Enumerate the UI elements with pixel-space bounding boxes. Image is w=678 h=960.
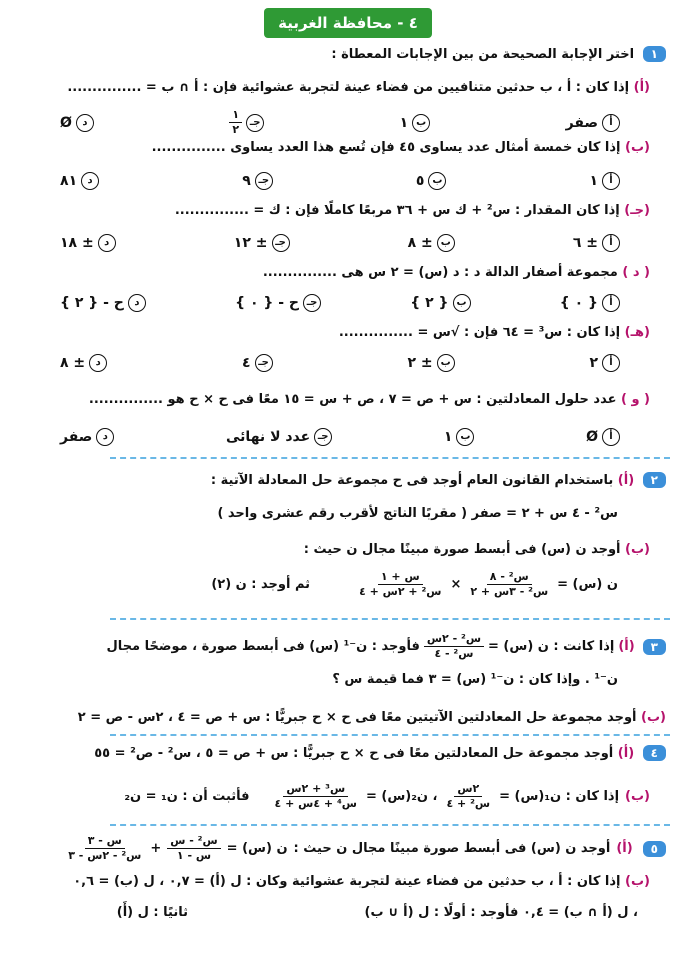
fraction-denominator: س² - ٤ <box>434 647 474 660</box>
q4a-text: أوجد مجموعة حل المعادلتين معًا فى ح × ح جبريًّا : س + ص = ٥ ، س² - ص² = ٥٥ <box>94 746 614 761</box>
q2b-fraction-1 <box>467 570 551 599</box>
q1e-option-d[interactable] <box>60 354 107 372</box>
option-letter: أ <box>602 294 620 312</box>
q4a-stem <box>94 745 666 761</box>
q4b-text3: فأثبت أن : ن₁ = ن₂ <box>124 789 250 804</box>
q1c-option-b[interactable] <box>408 234 455 252</box>
q1a-stem <box>67 80 650 95</box>
q4a-label: (أ) <box>617 746 635 761</box>
q1f-option-c[interactable] <box>226 428 332 446</box>
q4b-label: (ب) <box>625 789 650 804</box>
q1e-stem <box>339 325 650 340</box>
option-letter: د <box>96 428 114 446</box>
q1d-stem <box>263 265 650 280</box>
q2b-expression <box>211 570 618 599</box>
q1b-option-b[interactable] <box>416 172 447 190</box>
q1b-option-c[interactable] <box>242 172 273 190</box>
fraction-denominator: س⁴ + ٤س + ٤ <box>274 797 357 810</box>
q1f-label: ( و ) <box>620 392 650 407</box>
option-text: ٤ <box>242 355 251 371</box>
q1b-text: إذا كان خمسة أمثال عدد يساوى ٤٥ فإن تُسع هذا العدد يساوى ............... <box>151 140 621 155</box>
q1-heading <box>331 46 666 62</box>
q1b-label: (ب) <box>625 140 650 155</box>
q1d-option-b[interactable] <box>410 294 470 312</box>
q2a-label: (أ) <box>617 473 635 488</box>
q3a-text3: ن⁻¹ . وإذا كان : ن⁻¹ (س) = ٣ فما قيمة س ؟ <box>332 672 618 687</box>
q3a-fraction <box>424 632 484 661</box>
q1f-text: عدد حلول المعادلتين : س + ص = ٧ ، ص + س = ١٥ معًا فى ح × ح هو ............... <box>88 392 617 407</box>
q1b-option-d[interactable] <box>60 172 99 190</box>
q3a-text1: إذا كانت : ن (س) = <box>488 639 615 654</box>
option-fraction <box>229 108 242 137</box>
q1a-text: إذا كان : أ ، ب حدثين متنافيين من فضاء عينة لتجربة عشوائية فإن : أ ∩ ب = ............... <box>67 80 630 95</box>
fraction-denominator: س² - ٢س - ٣ <box>68 849 142 862</box>
option-text: ± ٢ <box>407 355 433 371</box>
q5a-fraction-2 <box>65 834 144 863</box>
q1d-option-c[interactable] <box>235 294 321 312</box>
q5b-text2: ، ل (أ ∩ ب) = ٠,٤ فأوجد : أولًا : ل (أ ∪ ب) <box>364 905 638 920</box>
section-divider <box>110 457 670 459</box>
section-divider <box>110 618 670 620</box>
q3a-stem <box>107 632 666 661</box>
option-text: ٢ <box>589 355 598 371</box>
option-text: ١ <box>443 429 453 445</box>
option-letter: د <box>98 234 116 252</box>
q1a-option-a[interactable] <box>566 108 620 137</box>
fraction-numerator: س² - س <box>167 834 220 849</box>
option-letter: ب <box>453 294 471 312</box>
q2a-equation: س² - ٤ س + ٢ = صفر ( مقربًا الناتج لأقرب رقم عشرى واحد ) <box>217 506 618 521</box>
section-divider <box>110 824 670 826</box>
plus-sign: + <box>150 841 162 856</box>
option-letter: جـ <box>246 114 264 132</box>
q1-title: اختر الإجابة الصحيحة من بين الإجابات المعطاة : <box>331 47 635 62</box>
option-text: عدد لا نهائى <box>226 429 311 445</box>
q2b-label: (ب) <box>625 542 650 557</box>
q1c-option-d[interactable] <box>60 234 116 252</box>
q1d-option-d[interactable] <box>60 294 146 312</box>
q1e-options <box>60 354 620 372</box>
q3a-label: (أ) <box>618 639 635 654</box>
option-letter: جـ <box>255 354 273 372</box>
option-text: ± ١٨ <box>60 235 94 251</box>
q1c-stem <box>175 203 650 218</box>
option-letter: ب <box>437 234 455 252</box>
q4b-text2: ، ن₂(س) = <box>365 789 438 804</box>
q1-badge: ١ <box>643 46 666 62</box>
q5a-label: (أ) <box>616 841 633 856</box>
option-letter: أ <box>602 172 620 190</box>
option-letter: جـ <box>314 428 332 446</box>
q1b-option-a[interactable] <box>589 172 620 190</box>
fraction-denominator: س² + ٢س + ٤ <box>359 585 442 598</box>
option-text: صفر <box>60 429 93 445</box>
option-letter: أ <box>602 114 620 132</box>
option-text: ١ <box>589 173 598 189</box>
option-text: Ø <box>586 429 598 445</box>
q3a-text2: فأوجد : ن⁻¹ (س) فى أبسط صورة ، موضحًا مجال <box>106 639 420 654</box>
option-text: ح - { ٠ } <box>235 295 300 311</box>
q1f-option-a[interactable] <box>586 428 620 446</box>
option-text: صفر <box>565 114 598 131</box>
q2b-stem <box>304 542 650 557</box>
q2a-text: باستخدام القانون العام أوجد فى ح مجموعة حل المعادلة الآتية : <box>210 473 614 488</box>
option-letter: د <box>89 354 107 372</box>
option-letter: د <box>128 294 146 312</box>
q1f-options <box>60 428 620 446</box>
q4-badge: ٤ <box>643 745 666 761</box>
q5b-text1: إذا كان : أ ، ب حدثين من فضاء عينة لتجربة عشوائية وكان : ل (أ) = ٠,٧ ، ل (ب) = ٠,٦ <box>73 874 621 889</box>
q4b-fraction-2 <box>272 782 360 811</box>
option-letter: ب <box>412 114 430 132</box>
option-letter: جـ <box>303 294 321 312</box>
q1c-options <box>60 234 620 252</box>
q1f-stem <box>89 392 650 407</box>
option-text: ١ <box>399 114 409 131</box>
q1d-option-a[interactable] <box>560 294 620 312</box>
option-letter: أ <box>602 234 620 252</box>
q2-badge: ٢ <box>643 472 666 488</box>
q5a-text: أوجد ن (س) فى أبسط صورة مبينًا مجال ن حيث : <box>293 841 611 856</box>
option-letter: د <box>76 114 94 132</box>
q1e-option-b[interactable] <box>407 354 454 372</box>
q1d-options <box>60 294 620 312</box>
q1c-option-c[interactable] <box>234 234 290 252</box>
q1a-label: (أ) <box>633 80 650 95</box>
q5a-lhs: ن (س) = <box>226 841 288 856</box>
option-letter: أ <box>602 428 620 446</box>
option-letter: ب <box>428 172 446 190</box>
option-text: ٨١ <box>60 173 78 189</box>
q1e-option-a[interactable] <box>589 354 620 372</box>
option-text: ٥ <box>415 173 425 189</box>
q3b-text: أوجد مجموعة حل المعادلتين الآتيتين معًا فى ح × ح جبريًّا : س + ص = ٤ ، ٢س - ص = ٢ <box>77 710 637 725</box>
q1e-text: إذا كان : س³ = ٦٤ فإن : √س = ............... <box>338 325 621 340</box>
option-text: ± ١٢ <box>233 235 268 251</box>
option-letter: ب <box>437 354 455 372</box>
q1b-stem <box>152 140 650 155</box>
q1d-label: ( د ) <box>622 265 650 280</box>
fraction-denominator: ٢ <box>232 123 240 136</box>
option-text: ± ٨ <box>407 235 433 251</box>
option-text: { ٢ } <box>410 295 449 311</box>
q1c-text: إذا كان المقدار : س² + ك س + ٣٦ مربعًا كاملًا فإن : ك = ............... <box>174 203 620 218</box>
q1e-option-c[interactable] <box>242 354 273 372</box>
fraction-denominator: س² - ٣س + ٢ <box>470 585 549 598</box>
q5b-text3: ثانيًا : ل (أَ) <box>116 905 188 920</box>
q1a-options <box>60 108 620 137</box>
option-letter: أ <box>602 354 620 372</box>
q5b-label: (ب) <box>625 874 650 889</box>
q1a-option-c[interactable] <box>229 108 264 137</box>
q2b-lhs: ن (س) = <box>557 577 618 592</box>
times-sign: × <box>450 577 462 592</box>
q1a-option-b[interactable] <box>400 108 431 137</box>
option-text: ٩ <box>242 173 251 189</box>
q2a-stem <box>211 472 666 488</box>
option-letter: ب <box>456 428 474 446</box>
section-divider <box>110 734 670 736</box>
q2b-text: أوجد ن (س) فى أبسط صورة مبينًا مجال ن حيث : <box>303 542 621 557</box>
q1f-option-b[interactable] <box>444 428 475 446</box>
q1a-option-d[interactable] <box>60 108 94 137</box>
fraction-denominator: س² + ٤ <box>446 797 491 810</box>
q1c-option-a[interactable] <box>573 234 620 252</box>
option-text: Ø <box>60 114 72 131</box>
fraction-numerator: س + ١ <box>378 570 423 585</box>
q3b-label: (ب) <box>641 710 666 725</box>
fraction-numerator: س - ٣ <box>85 834 125 849</box>
q2b-fraction-2 <box>356 570 444 599</box>
q1f-option-d[interactable] <box>60 428 114 446</box>
q1d-text: مجموعة أصفار الدالة د : د (س) = ٢ س هى ............... <box>262 265 618 280</box>
q5b-stem <box>73 874 650 889</box>
fraction-numerator: س² - ٢س <box>424 632 484 647</box>
fraction-numerator: ٢س <box>454 782 482 797</box>
q1e-label: (هـ) <box>624 325 650 340</box>
q5-badge: ٥ <box>643 841 666 857</box>
option-text: ± ٨ <box>60 355 86 371</box>
q5a-stem <box>65 834 666 863</box>
q3b-stem <box>78 710 666 725</box>
governorate-header: ٤ - محافظة الغربية <box>264 8 432 38</box>
q4b-text1: إذا كان : ن₁(س) = <box>499 789 620 804</box>
option-letter: جـ <box>255 172 273 190</box>
fraction-numerator: س² - ٨ <box>487 570 532 585</box>
fraction-numerator: س³ + ٢س <box>283 782 348 797</box>
option-letter: جـ <box>272 234 290 252</box>
q2b-then: ثم أوجد : ن (٢) <box>211 577 311 592</box>
q5a-fraction-1 <box>167 834 220 863</box>
option-letter: د <box>81 172 99 190</box>
fraction-numerator: ١ <box>229 108 242 123</box>
fraction-denominator: س - ١ <box>176 849 212 862</box>
option-text: ± ٦ <box>572 235 598 251</box>
q4b-stem <box>124 782 650 811</box>
q4b-fraction-1 <box>443 782 493 811</box>
option-text: { ٠ } <box>559 295 598 311</box>
option-text: ح - { ٢ } <box>60 295 124 311</box>
q1b-options <box>60 172 620 190</box>
q3-badge: ٣ <box>643 639 666 655</box>
q1c-label: (جـ) <box>624 203 650 218</box>
